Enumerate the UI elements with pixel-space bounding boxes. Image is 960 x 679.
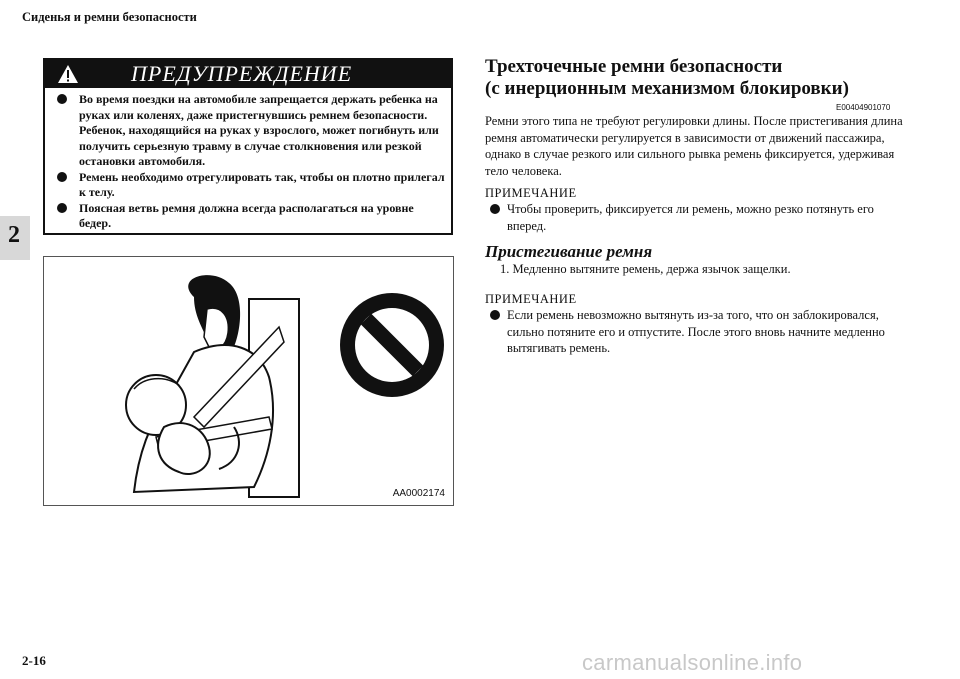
warning-box [43, 58, 453, 235]
section-title [485, 56, 849, 100]
illustration-code: AA0002174 [392, 488, 445, 499]
page-number: 2-16 [22, 653, 46, 668]
note-item-text: Чтобы проверить, фиксируется ли ремень, можно резко потянуть его вперед. [507, 202, 874, 233]
note-item-text: Если ремень невозможно вытянуть из-за того, что он заблокировался, сильно потяните его и отпустите. После этого вновь начните медленно вытягивать ремень. [507, 308, 885, 355]
warning-item-text: Во время поездки на автомобиле запрещается держать ребенка на руках или коленях, даже пристегнувшись ремнем безопасности. Ребенок, находящийся на руках у взрослого, может погибнуть или получить серьезную травму в случае столкновения или резкой остановки автомобиля. [79, 92, 439, 168]
warning-item [53, 170, 445, 201]
section-title-line1: Трехточечные ремни безопасности [485, 56, 783, 77]
warning-item-text: Поясная ветвь ремня должна всегда располагаться на уровне бедер. [79, 200, 414, 230]
warning-item-text: Ремень необходимо отрегулировать так, чтобы он плотно прилегал к телу. [79, 169, 445, 199]
note-label: ПРИМЕЧАНИЕ [485, 292, 577, 306]
warning-header [45, 60, 451, 88]
bullet-icon [490, 310, 500, 320]
section-body: Ремни этого типа не требуют регулировки длины. После пристегивания длина ремня автоматически регулируется в зависимости от движений пассажира, однако в случае резкого или сильного рывка ремень фиксируется, удерживая тело человека. [485, 114, 903, 178]
subsection-title: Пристегивание ремня [485, 242, 653, 261]
warning-item [53, 201, 445, 232]
bullet-icon [490, 204, 500, 214]
section-code: E00404901070 [836, 103, 891, 112]
note-label: ПРИМЕЧАНИЕ [485, 186, 577, 200]
adult-holding-child-illustration [44, 257, 453, 505]
bullet-icon [57, 94, 67, 104]
section-title-line2: (с инерционным механизмом блокировки) [485, 78, 849, 99]
illustration-panel [43, 256, 454, 506]
note-item [485, 201, 907, 234]
chapter-number: 2 [8, 222, 20, 248]
watermark: carmanualsonline.info [582, 650, 803, 675]
bullet-icon [57, 203, 67, 213]
warning-triangle-icon [57, 64, 79, 84]
note-item [485, 307, 907, 357]
warning-list [53, 92, 445, 232]
bullet-icon [57, 172, 67, 182]
warning-title: ПРЕДУПРЕЖДЕНИЕ [131, 61, 353, 86]
warning-item [53, 92, 445, 170]
running-head: Сиденья и ремни безопасности [22, 10, 197, 24]
step-1: 1. Медленно вытяните ремень, держа язычок защелки. [500, 262, 791, 276]
